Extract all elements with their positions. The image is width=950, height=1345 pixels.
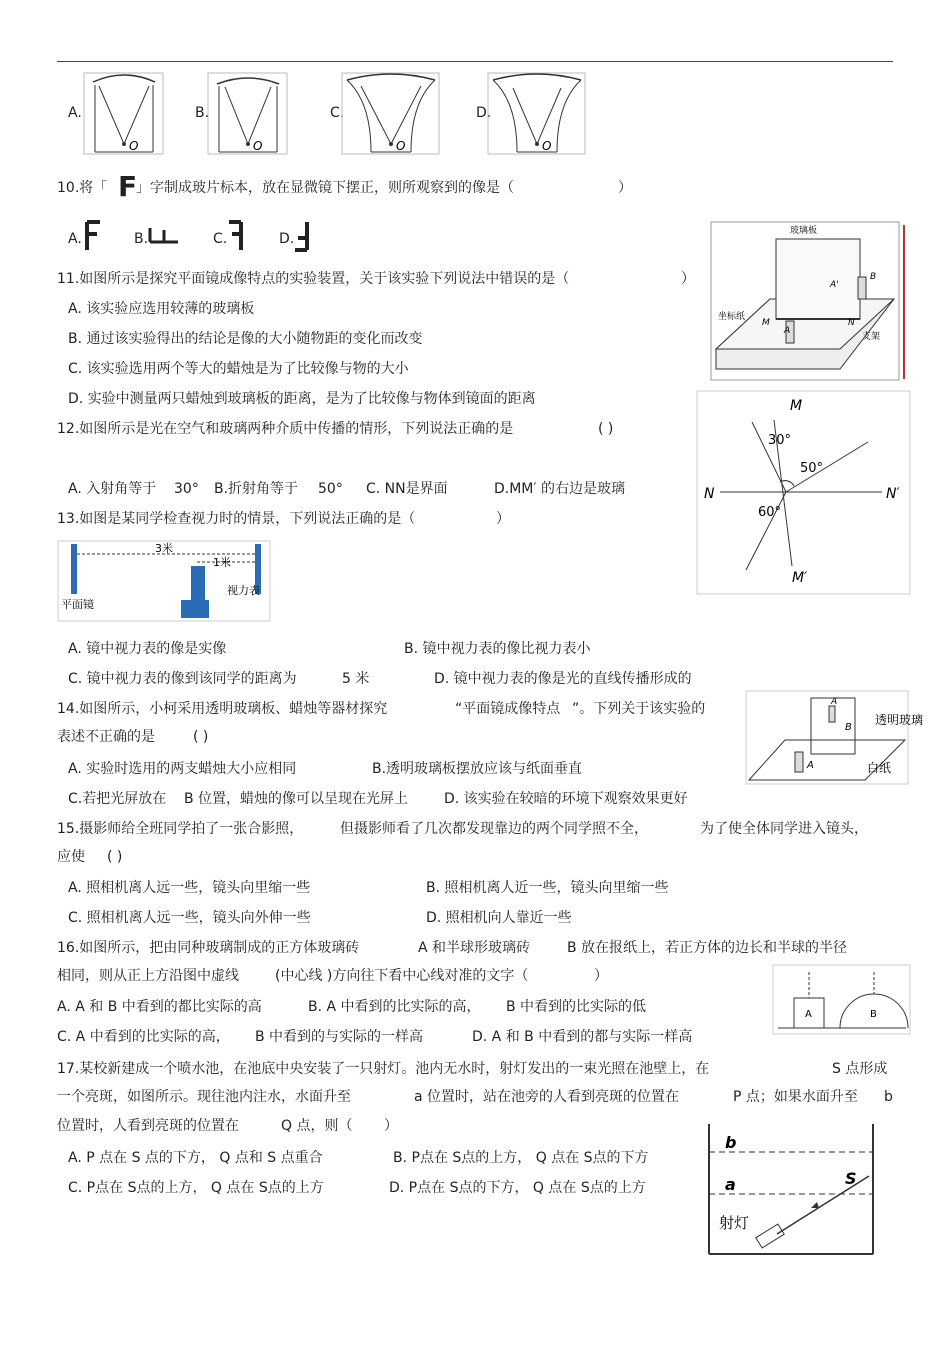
q12-fig-m: M (790, 398, 803, 414)
q16-figure (772, 964, 912, 1036)
q15-option-c[interactable]: C. 照相机离人远一些，镜头向外伸一些 (68, 910, 311, 926)
q10-stem: 10.将「 (57, 180, 108, 196)
q9-option-d[interactable]: D. (476, 105, 492, 121)
q13-option-c[interactable]: C. 镜中视力表的像到该同学的距离为 (68, 671, 297, 687)
q10-option-c[interactable]: C. (213, 231, 228, 247)
q12-fig-50: 50° (800, 461, 824, 476)
q14-stem-quote: “平面镜成像特点 (455, 701, 561, 717)
q13-fig-1m: 1米 (213, 556, 231, 569)
header-rule (57, 61, 893, 62)
q9-option-b[interactable]: B. (195, 105, 210, 121)
q17-fig-lamp: 射灯 (719, 1214, 750, 1232)
q15-option-a[interactable]: A. 照相机离人远一些，镜头向里缩一些 (68, 880, 311, 896)
q10-option-a[interactable]: A. (68, 231, 82, 247)
q14-stem-1: 14.如图所示，小柯采用透明玻璃板、蜡烛等器材探究 (57, 701, 388, 717)
q14-fig-b: B (845, 722, 852, 733)
q13-figure (57, 540, 272, 622)
q14-option-b[interactable]: B.透明玻璃板摆放应该与纸面垂直 (372, 761, 583, 777)
q11-fig-stand: 支架 (862, 332, 881, 342)
q13-option-a[interactable]: A. 镜中视力表的像是实像 (68, 641, 227, 657)
q16-stem-4: 相同，则从正上方沿图中虚线 (57, 968, 239, 984)
q12-option-b[interactable]: B.折射角等于 (214, 481, 299, 497)
q11-fig-a: A (784, 326, 791, 336)
q12-option-d[interactable]: D.MM′ 的右边是玻璃 (494, 481, 626, 497)
q13-close: ） (496, 511, 510, 527)
q16-stem-2: A 和半球形玻璃砖 (418, 940, 531, 956)
q17-stem-2c: P 点；如果水面升至 (733, 1089, 858, 1105)
q17-fig-s: S (845, 1169, 857, 1188)
q12-option-a-value: 30° (174, 481, 199, 497)
q17-stem-1b: S 点形成 (832, 1061, 888, 1077)
q13-option-c-value: 5 米 (342, 671, 370, 687)
q16-fig-a: A (805, 1009, 812, 1020)
q15-stem-2: 但摄影师看了几次都发现靠边的两个同学照不全， (340, 821, 648, 837)
q16-stem-1: 16.如图所示，把由同种玻璃制成的正方体玻璃砖 (57, 940, 360, 956)
q14-option-c[interactable]: C.若把光屏放在 (68, 791, 167, 807)
q15-option-d[interactable]: D. 照相机向人靠近一些 (426, 910, 572, 926)
q17-stem-2: 一个亮斑，如图所示。现往池内注水，水面升至 (57, 1089, 351, 1105)
q11-option-d[interactable]: D. 实验中测量两只蜡烛到玻璃板的距离，是为了比较像与物体到镜面的距离 (68, 391, 536, 407)
q13-option-d[interactable]: D. 镜中视力表的像是光的直线传播形成的 (434, 671, 692, 687)
q16-option-b-rest: B 中看到的比实际的低 (506, 999, 647, 1015)
q11-figure (710, 221, 908, 383)
q9-option-c[interactable]: C. (330, 105, 345, 121)
q16-close: ） (594, 968, 608, 984)
q13-option-b[interactable]: B. 镜中视力表的像比视力表小 (404, 641, 591, 657)
q12-fig-m2: M′ (792, 570, 808, 586)
q11-option-a[interactable]: A. 该实验应选用较薄的玻璃板 (68, 301, 255, 317)
q12-fig-60: 60° (758, 505, 782, 520)
q14-fig-glass: 透明玻璃 (875, 713, 924, 727)
q10-glyph: F (118, 170, 138, 203)
q14-option-d[interactable]: D. 该实验在较暗的环境下观察效果更好 (444, 791, 688, 807)
q12-option-c[interactable]: C. NN是界面 (366, 481, 448, 497)
q14-option-a[interactable]: A. 实验时选用的两支蜡烛大小应相同 (68, 761, 297, 777)
q10-close: ） (618, 180, 632, 196)
q14-fig-a2: A (831, 697, 838, 707)
q9-d-point: O (542, 139, 552, 153)
q10-glyph-d (293, 220, 311, 252)
q14-figure (745, 690, 924, 786)
q17-fig-a: a (725, 1175, 736, 1194)
q11-fig-a2: A' (830, 280, 839, 290)
q17-fig-b: b (725, 1133, 737, 1152)
q14-paren: ( ) (193, 729, 209, 745)
q17-option-a[interactable]: A. P 点在 S 点的下方， Q 点和 S 点重合 (68, 1150, 323, 1166)
q15-stem-1: 15.摄影师给全班同学拍了一张合影照， (57, 821, 304, 837)
q15-stem-4: 应使 (57, 849, 85, 865)
q16-fig-b: B (870, 1009, 877, 1020)
q9-b-point: O (253, 139, 263, 153)
q10-glyph-c (227, 220, 245, 252)
q12-paren: ( ) (598, 421, 614, 437)
q12-fig-n2: N′ (886, 486, 900, 502)
q14-option-c-rest: B 位置，蜡烛的像可以呈现在光屏上 (184, 791, 409, 807)
q17-close: ） (384, 1118, 398, 1134)
q12-fig-n: N (704, 486, 715, 502)
q15-option-b[interactable]: B. 照相机离人近一些，镜头向里缩一些 (426, 880, 669, 896)
q14-fig-a: A (807, 760, 814, 771)
q17-stem-2b: a 位置时，站在池旁的人看到亮斑的位置在 (414, 1089, 680, 1105)
q11-fig-b: B (870, 272, 877, 282)
q11-fig-n: N (848, 318, 855, 328)
q13-fig-chart: 视力表 (227, 584, 260, 597)
q16-stem-5: (中心线 )方向往下看中心线对准的文字（ (275, 968, 529, 984)
q10-option-d[interactable]: D. (279, 231, 295, 247)
q17-option-c[interactable]: C. P点在 S点的上方， Q 点在 S点的上方 (68, 1180, 324, 1196)
q11-fig-m: M (762, 318, 770, 328)
q12-figure (696, 390, 912, 596)
q9-option-a[interactable]: A. (68, 105, 82, 121)
q10-stem-end: 」字制成玻片标本，放在显微镜下摆正，则所观察到的像是（ (136, 180, 514, 196)
q10-option-b[interactable]: B. (134, 231, 149, 247)
q16-option-c-rest: B 中看到的与实际的一样高 (255, 1029, 424, 1045)
q12-option-b-value: 50° (318, 481, 343, 497)
q16-stem-3: B 放在报纸上，若正方体的边长和半球的半径 (567, 940, 848, 956)
q13-stem: 13.如图是某同学检查视力时的情景，下列说法正确的是（ (57, 511, 416, 527)
q9-figure-d (487, 72, 587, 156)
q13-fig-mirror: 平面镜 (61, 598, 94, 611)
q17-stem-3b: Q 点，则（ (281, 1118, 353, 1134)
q12-stem: 12.如图所示是光在空气和玻璃两种介质中传播的情形，下列说法正确的是 (57, 421, 514, 437)
q14-stem-2: ”。下列关于该实验的 (572, 701, 706, 717)
q11-fig-paper: 坐标纸 (718, 312, 746, 322)
q17-figure (693, 1112, 887, 1258)
q16-option-b[interactable]: B. A 中看到的比实际的高， (308, 999, 481, 1015)
q9-a-point: O (129, 139, 139, 153)
q16-option-c[interactable]: C. A 中看到的比实际的高， (57, 1029, 230, 1045)
q15-paren: ( ) (107, 849, 123, 865)
q13-fig-3m: 3米 (155, 542, 173, 555)
q17-option-b[interactable]: B. P点在 S点的上方， Q 点在 S点的下方 (393, 1150, 649, 1166)
q11-option-b[interactable]: B. 通过该实验得出的结论是像的大小随物距的变化而改变 (68, 331, 423, 347)
q10-glyph-b (148, 226, 180, 244)
q10-glyph-a (84, 220, 102, 252)
q9-figure-b (207, 72, 289, 156)
q15-stem-3: 为了使全体同学进入镜头， (700, 821, 868, 837)
q17-stem-2d: b (884, 1089, 893, 1105)
q9-c-point: O (396, 139, 406, 153)
q17-stem-3: 位置时，人看到亮斑的位置在 (57, 1118, 239, 1134)
q12-option-a[interactable]: A. 入射角等于 (68, 481, 157, 497)
q11-fig-glass: 玻璃板 (790, 226, 818, 236)
q14-stem-3: 表述不正确的是 (57, 729, 155, 745)
q17-stem-1: 17.某校新建成一个喷水池，在池底中央安装了一只射灯。池内无水时，射灯发出的一束光照在池壁上，在 (57, 1061, 710, 1077)
q9-figure-a (83, 72, 165, 156)
q14-fig-paper: 白纸 (867, 761, 892, 775)
q11-stem: 11.如图所示是探究平面镜成像特点的实验装置，关于该实验下列说法中错误的是（ (57, 271, 570, 287)
q17-option-d[interactable]: D. P点在 S点的下方， Q 点在 S点的上方 (389, 1180, 646, 1196)
q12-fig-30: 30° (768, 433, 792, 448)
q11-option-c[interactable]: C. 该实验选用两个等大的蜡烛是为了比较像与物的大小 (68, 361, 409, 377)
q11-close: ） (681, 271, 695, 287)
q16-option-d[interactable]: D. A 和 B 中看到的都与实际一样高 (472, 1029, 693, 1045)
q9-figure-c (341, 72, 441, 156)
q16-option-a[interactable]: A. A 和 B 中看到的都比实际的高 (57, 999, 262, 1015)
